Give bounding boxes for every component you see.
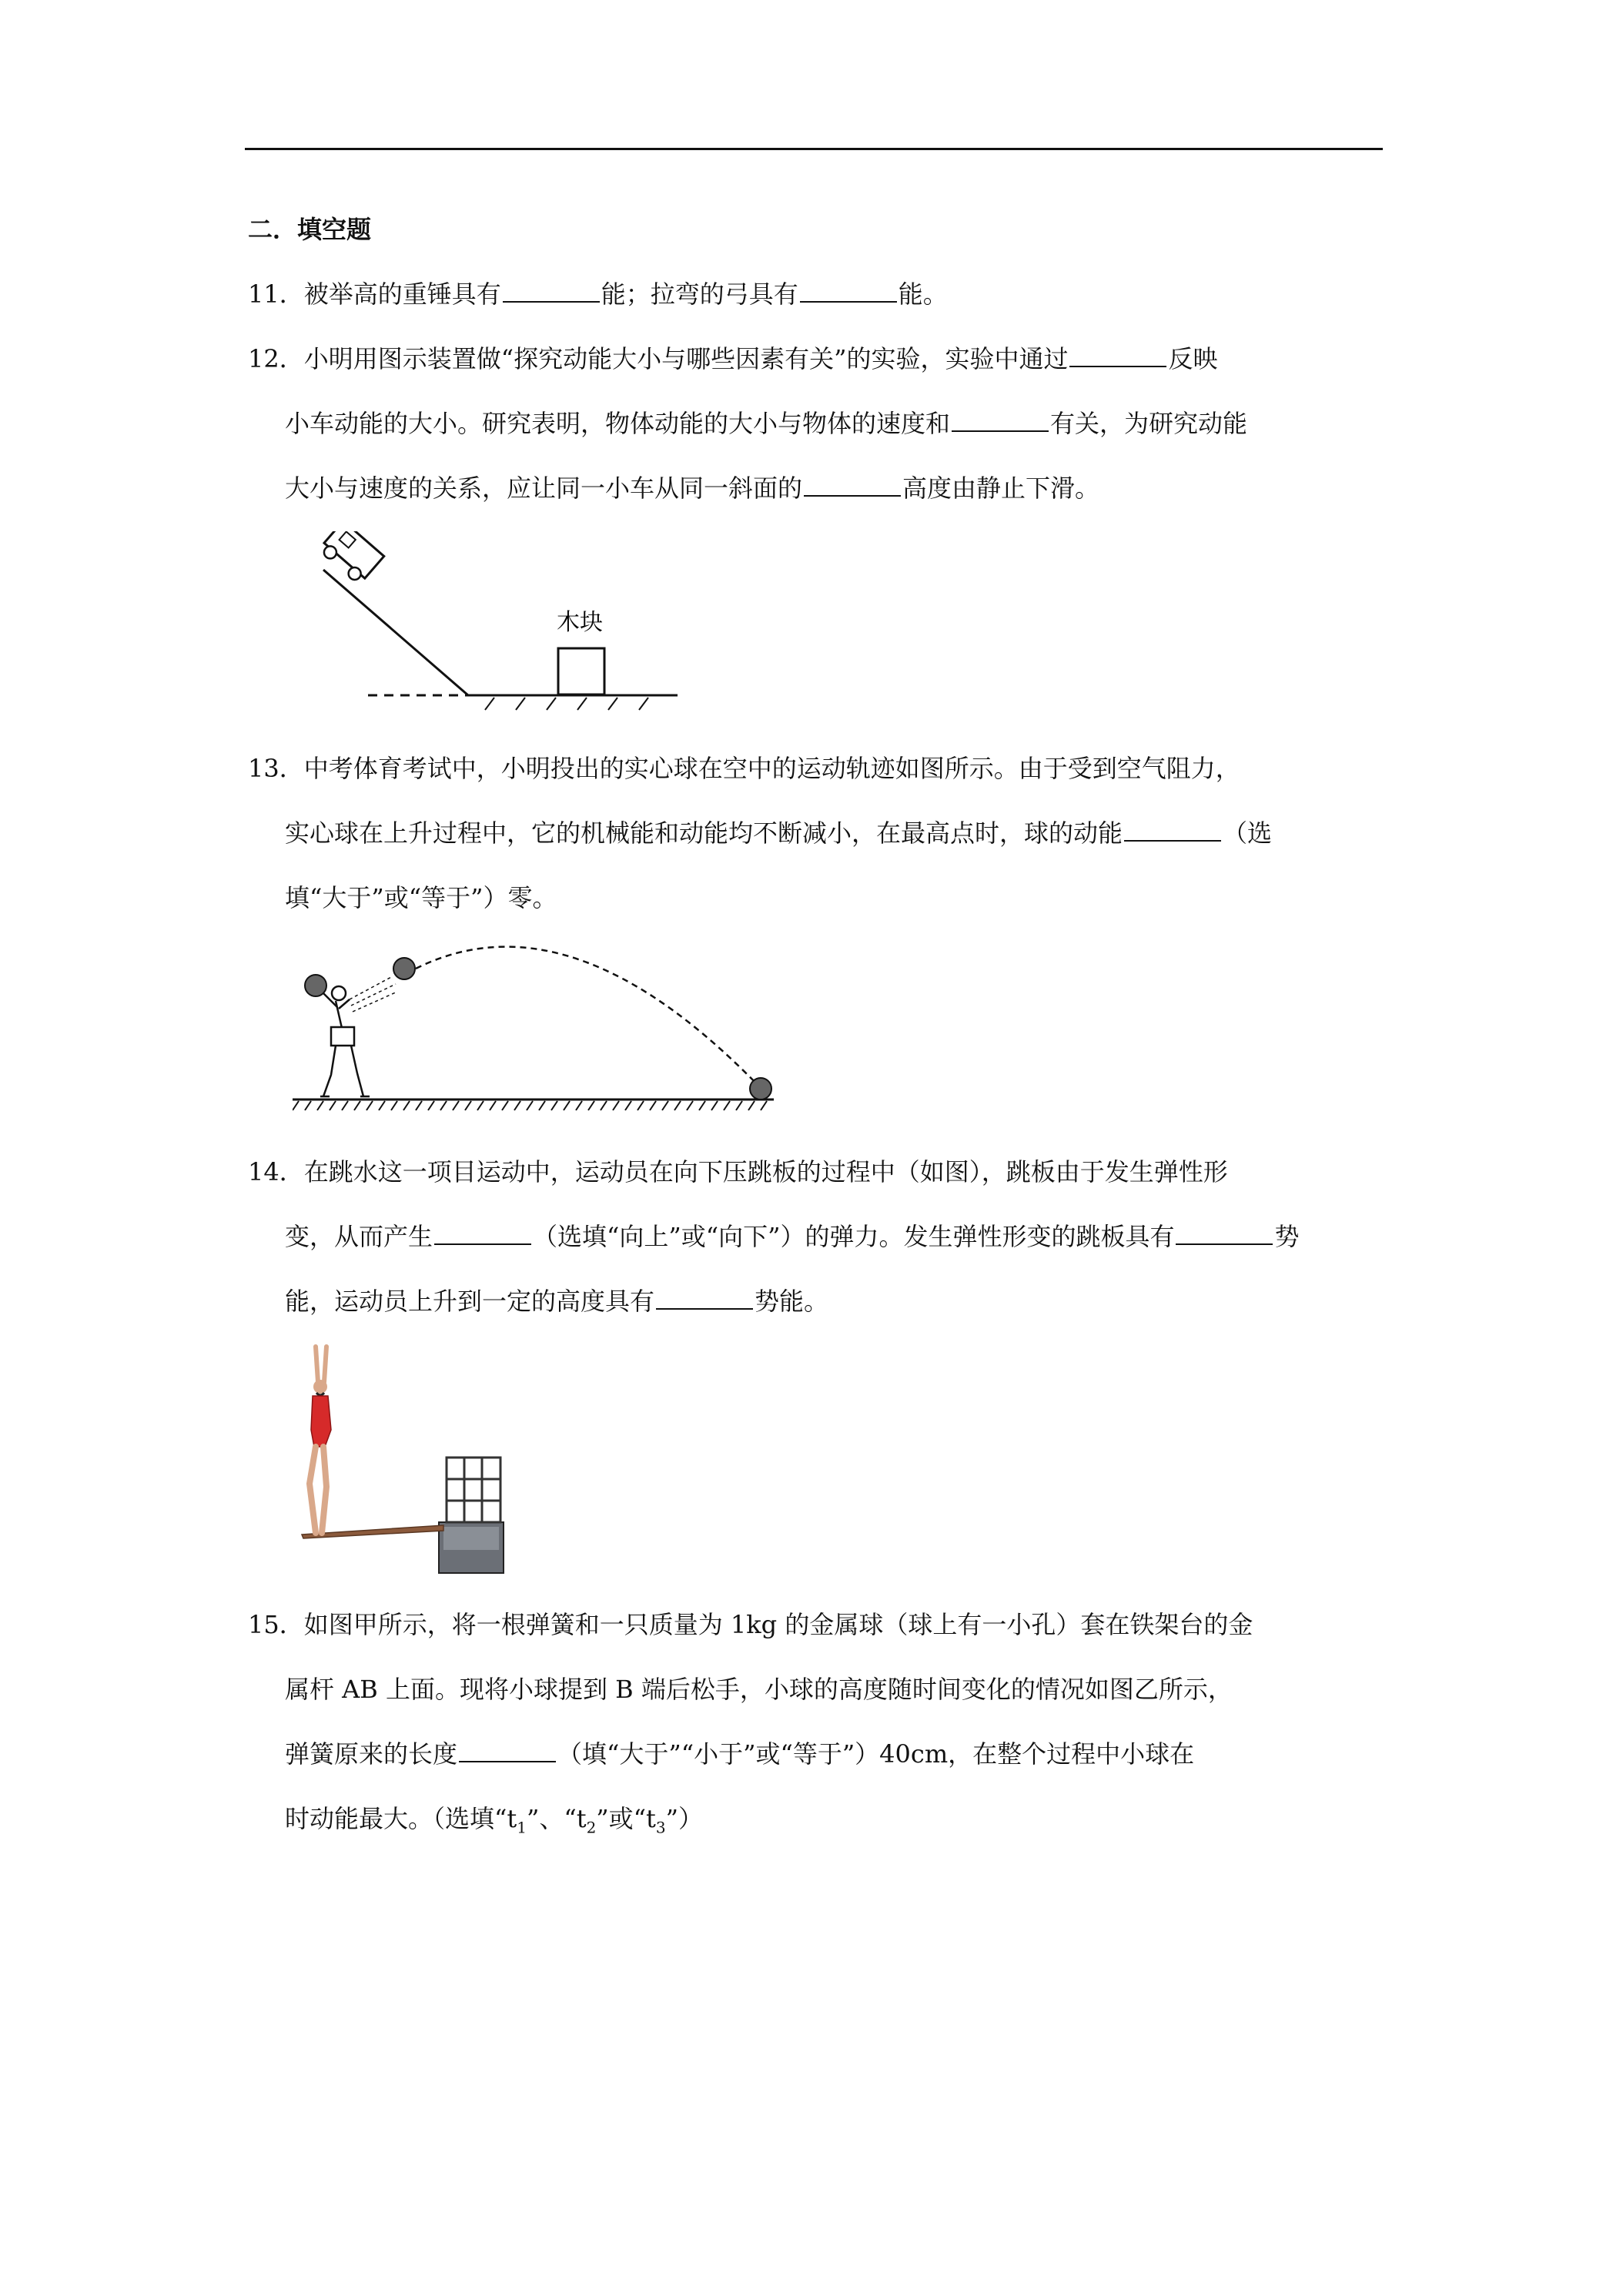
question-number: 12．	[248, 344, 304, 373]
answer-blank[interactable]	[1124, 817, 1221, 842]
answer-blank[interactable]	[1176, 1220, 1273, 1245]
question-14-line-1: 14．在跳水这一项目运动中，运动员在向下压跳板的过程中（如图），跳板由于发生弹性形	[248, 1155, 1228, 1189]
section-heading: 二．填空题	[248, 215, 372, 244]
question-number: 15．	[248, 1610, 304, 1639]
wood-block-label: 木块	[557, 609, 603, 636]
answer-blank[interactable]	[656, 1285, 753, 1310]
motion-lines	[350, 976, 397, 1012]
question-13-line-3: 填“大于”或“等于”）零。	[285, 883, 557, 912]
question-number: 13．	[248, 754, 304, 783]
ball-released	[393, 958, 415, 979]
question-15-line-2: 属杆 AB 上面。现将小球提到 B 端后松手，小球的高度随时间变化的情况如图乙所示，	[285, 1675, 1233, 1704]
incline-cart-figure	[293, 531, 693, 716]
answer-blank[interactable]	[434, 1220, 531, 1245]
question-12-line-3: 大小与速度的关系，应让同一小车从同一斜面的 高度由静止下滑。	[285, 474, 1100, 503]
question-15-line-4: 时动能最大。（选填“$t_1$”、“$t_2$”或“$t_3$”）	[285, 1804, 703, 1837]
railing	[447, 1458, 500, 1522]
question-14-line-3: 能，运动员上升到一定的高度具有 势能。	[285, 1287, 829, 1316]
ball-in-hand	[305, 975, 326, 996]
question-14-line-2: 变，从而产生 （选填“向上”或“向下”）的弹力。发生弹性形变的跳板具有 势	[285, 1222, 1300, 1251]
shot-put-figure	[293, 938, 785, 1115]
question-12-line-2: 小车动能的大小。研究表明，物体动能的大小与物体的速度和 有关，为研究动能	[285, 409, 1248, 438]
incline-slope	[323, 570, 468, 695]
diver	[310, 1347, 331, 1533]
answer-blank[interactable]	[952, 407, 1049, 432]
ground-hatch	[485, 698, 648, 710]
question-15-line-1: 15．如图甲所示，将一根弹簧和一只质量为 1kg 的金属球（球上有一小孔）套在铁架台的金	[248, 1608, 1253, 1642]
answer-blank[interactable]	[804, 472, 901, 497]
ball-landing	[750, 1078, 771, 1099]
answer-blank[interactable]	[800, 278, 897, 303]
board-base-highlight	[443, 1527, 499, 1550]
question-12-line-1: 12．小明用图示装置做“探究动能大小与哪些因素有关”的实验，实验中通过 反映	[248, 342, 1217, 376]
answer-blank[interactable]	[503, 278, 600, 303]
cart	[318, 531, 384, 585]
diving-board-figure	[293, 1344, 508, 1575]
trajectory-path	[416, 947, 758, 1086]
question-11-line-1: 11．被举高的重锤具有 能；拉弯的弓具有 能。	[248, 277, 948, 311]
ground-hatch	[293, 1101, 767, 1110]
question-number: 11．	[248, 279, 304, 309]
wood-block	[558, 648, 604, 694]
question-13-line-1: 13．中考体育考试中，小明投出的实心球在空中的运动轨迹如图所示。由于受到空气阻力，	[248, 751, 1240, 785]
question-15-line-3: 弹簧原来的长度 （填“大于”“小于”或“等于”）40cm，在整个过程中小球在	[285, 1739, 1195, 1769]
header-rule	[245, 148, 1383, 150]
question-number: 14．	[248, 1157, 304, 1186]
question-13-line-2: 实心球在上升过程中，它的机械能和动能均不断减小，在最高点时，球的动能 （选	[285, 818, 1273, 848]
answer-blank[interactable]	[459, 1738, 556, 1762]
answer-blank[interactable]	[1069, 343, 1166, 367]
thrower-figure	[320, 986, 370, 1096]
